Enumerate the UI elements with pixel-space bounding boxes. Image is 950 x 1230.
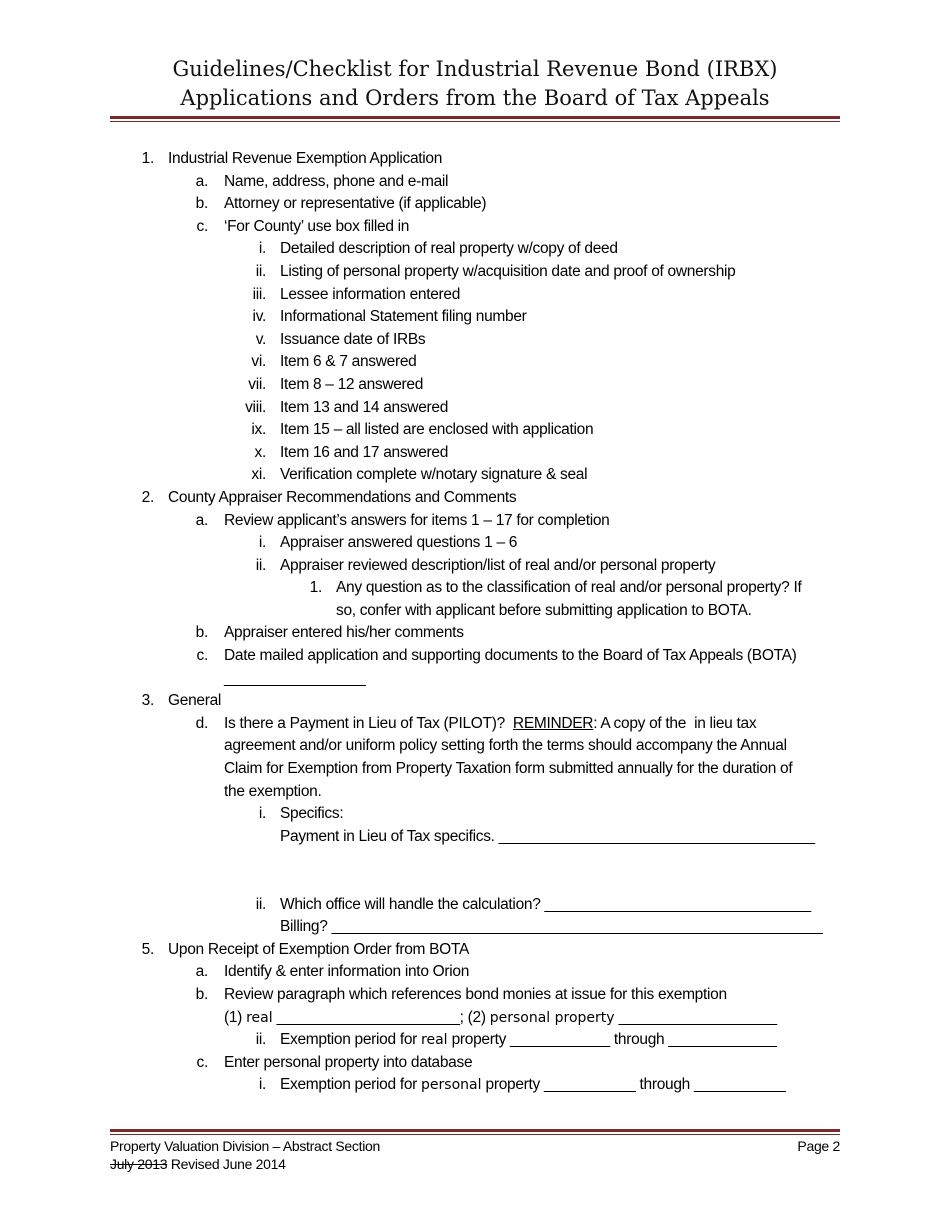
exemption-period-label: Exemption period for — [280, 1076, 422, 1094]
list-text: Item 8 – 12 answered — [280, 375, 424, 393]
list-item — [0, 306, 950, 329]
revised-date: Revised June 2014 — [167, 1156, 286, 1172]
list-roman: ix. — [251, 421, 266, 439]
list-item — [0, 193, 950, 216]
pilot-specifics-blank: Payment in Lieu of Tax specifics. ______________________________________ — [280, 827, 815, 845]
list-text: Informational Statement filing number — [280, 308, 527, 326]
list-text: Appraiser reviewed description/list of real and/or personal property — [280, 556, 716, 574]
header-title-line1: Guidelines/Checklist for Industrial Revenue Bond (IRBX) — [172, 57, 778, 81]
list-item — [0, 984, 950, 1007]
list-text: Item 6 & 7 answered — [280, 353, 417, 371]
list-item — [0, 713, 950, 736]
list-item — [0, 397, 950, 420]
list-text: Issuance date of IRBs — [280, 330, 426, 348]
list-item — [0, 464, 950, 487]
personal-word: personal — [421, 1077, 482, 1094]
list-text — [224, 713, 756, 736]
list-roman: ii. — [255, 556, 266, 574]
list-text — [224, 1007, 777, 1030]
list-item — [0, 961, 950, 984]
list-roman: i. — [258, 240, 266, 258]
list-text: Attorney or representative (if applicable) — [224, 195, 487, 213]
list-roman: x. — [254, 443, 266, 461]
real-blank: ______________________; (2) — [272, 1008, 490, 1026]
footer-revision — [110, 1155, 840, 1173]
list-roman: i. — [258, 805, 266, 823]
list-text: Detailed description of real property w/copy of deed — [280, 240, 618, 258]
list-item — [0, 645, 950, 668]
list-text: Specifics: — [280, 805, 344, 823]
list-number: 2. — [141, 488, 154, 506]
section-1-heading — [0, 148, 950, 171]
list-number: 3. — [141, 692, 154, 710]
list-item — [0, 1029, 950, 1052]
struck-date: July 2013 — [110, 1156, 168, 1172]
list-item — [0, 216, 950, 239]
list-text: Any question as to the classification of real and/or personal property? If — [336, 579, 802, 597]
list-item — [0, 894, 950, 917]
list-roman: ii. — [255, 895, 266, 913]
list-roman: vi. — [251, 353, 266, 371]
header-rule-thick — [110, 116, 840, 119]
list-text: the exemption. — [224, 782, 322, 800]
pilot-question: Is there a Payment in Lieu of Tax (PILOT)? — [224, 714, 513, 732]
list-item — [0, 442, 950, 465]
personal-blank: ___________________ — [614, 1008, 777, 1026]
reminder-label: REMINDER — [512, 714, 594, 732]
bond-monies-blanks — [0, 1007, 950, 1030]
footer-rule-thick — [110, 1129, 840, 1132]
list-letter: c. — [196, 217, 208, 235]
list-text: Item 15 – all listed are enclosed with application — [280, 421, 594, 439]
date-blank: _________________ — [224, 669, 366, 687]
list-letter: b. — [195, 624, 208, 642]
list-letter: c. — [196, 647, 208, 665]
list-text: Identify & enter information into Orion — [224, 963, 470, 981]
list-item — [0, 803, 950, 826]
real-word: real — [421, 1032, 448, 1049]
section-title: Upon Receipt of Exemption Order from BOTA — [168, 940, 469, 958]
list-number: 1. — [141, 150, 154, 167]
list-item-continuation — [0, 826, 950, 849]
list-item — [0, 238, 950, 261]
list-item — [0, 532, 950, 555]
footer-rule-thin — [110, 1134, 840, 1135]
list-text: so, confer with applicant before submitting application to BOTA. — [336, 601, 752, 619]
list-roman: iii. — [252, 285, 266, 303]
list-item — [0, 419, 950, 442]
list-text: Name, address, phone and e-mail — [224, 172, 449, 190]
list-roman: i. — [258, 1076, 266, 1094]
page-header — [110, 55, 840, 113]
spacer — [0, 871, 950, 894]
exemption-period-blanks: property ___________ through ___________ — [481, 1076, 786, 1094]
list-letter: c. — [196, 1053, 208, 1071]
section-title: County Appraiser Recommendations and Comments — [168, 488, 517, 506]
list-item — [0, 374, 950, 397]
list-letter: b. — [195, 195, 208, 213]
list-text: Appraiser answered questions 1 – 6 — [280, 534, 518, 552]
list-text: Review paragraph which references bond monies at issue for this exemption — [224, 985, 727, 1003]
list-text: Appraiser entered his/her comments — [224, 624, 464, 642]
list-item — [0, 622, 950, 645]
list-roman: iv. — [252, 308, 266, 326]
list-text: Item 13 and 14 answered — [280, 398, 449, 416]
list-item — [0, 329, 950, 352]
list-text: Lessee information entered — [280, 285, 461, 303]
list-roman: ii. — [255, 1031, 266, 1049]
list-roman: xi. — [251, 466, 266, 484]
section-3-heading — [0, 690, 950, 713]
list-text — [280, 1029, 777, 1052]
sub-label-1: (1) — [224, 1008, 247, 1026]
list-text: Enter personal property into database — [224, 1053, 473, 1071]
section-title: General — [168, 692, 222, 710]
list-text: Claim for Exemption from Property Taxation form submitted annually for the duration of — [224, 760, 793, 778]
list-text: Date mailed application and supporting documents to the Board of Tax Appeals (BOTA) — [224, 647, 797, 665]
list-letter: a. — [195, 511, 208, 529]
list-roman: vii. — [248, 375, 266, 393]
list-item-continuation — [0, 916, 950, 939]
list-item — [0, 577, 950, 600]
list-item-continuation — [0, 600, 950, 623]
exemption-period-label: Exemption period for — [280, 1031, 422, 1049]
list-item — [0, 1074, 950, 1097]
billing-blank: Billing? ___________________________________________________________ — [280, 918, 823, 936]
list-text: ‘For County’ use box filled in — [224, 217, 410, 235]
page-footer — [110, 1137, 840, 1173]
list-item — [0, 555, 950, 578]
calculation-office-blank: Which office will handle the calculation? ________________________________ — [280, 895, 811, 913]
list-item — [0, 261, 950, 284]
list-letter: a. — [195, 172, 208, 190]
list-item — [0, 284, 950, 307]
section-5-heading — [0, 939, 950, 962]
spacer — [0, 848, 950, 871]
list-number: 1. — [309, 579, 322, 597]
list-text: Listing of personal property w/acquisition date and proof of ownership — [280, 262, 736, 280]
list-roman: ii. — [255, 262, 266, 280]
list-text — [280, 1074, 786, 1097]
list-text: Review applicant’s answers for items 1 – 17 for completion — [224, 511, 610, 529]
list-roman: i. — [258, 534, 266, 552]
list-letter: b. — [195, 985, 208, 1003]
list-letter: d. — [195, 714, 208, 732]
header-rule-thin — [110, 121, 840, 122]
list-item-continuation — [0, 781, 950, 804]
list-text: Verification complete w/notary signature & seal — [280, 466, 588, 484]
list-item — [0, 1052, 950, 1075]
list-item — [0, 510, 950, 533]
list-item-continuation — [0, 758, 950, 781]
exemption-period-blanks: property ____________ through _____________ — [447, 1031, 777, 1049]
reminder-text: : A copy of the in lieu tax — [593, 714, 757, 732]
list-number: 5. — [141, 940, 154, 958]
list-text: Item 16 and 17 answered — [280, 443, 449, 461]
personal-property-label: personal property — [489, 1009, 615, 1026]
section-2-heading — [0, 487, 950, 510]
section-title: Industrial Revenue Exemption Application — [168, 150, 443, 167]
list-item-continuation — [0, 735, 950, 758]
list-letter: a. — [195, 963, 208, 981]
list-roman: viii. — [245, 398, 266, 416]
checklist-body — [0, 148, 950, 1097]
footer-division: Property Valuation Division – Abstract Section — [110, 1138, 380, 1154]
page-number: Page 2 — [797, 1138, 840, 1154]
fill-in-blank — [0, 668, 950, 691]
header-title-line2: Applications and Orders from the Board of Tax Appeals — [180, 86, 770, 110]
real-label: real — [246, 1009, 273, 1026]
list-item — [0, 351, 950, 374]
list-roman: v. — [255, 330, 266, 348]
list-item — [0, 171, 950, 194]
list-text: agreement and/or uniform policy setting forth the terms should accompany the Annual — [224, 737, 787, 755]
